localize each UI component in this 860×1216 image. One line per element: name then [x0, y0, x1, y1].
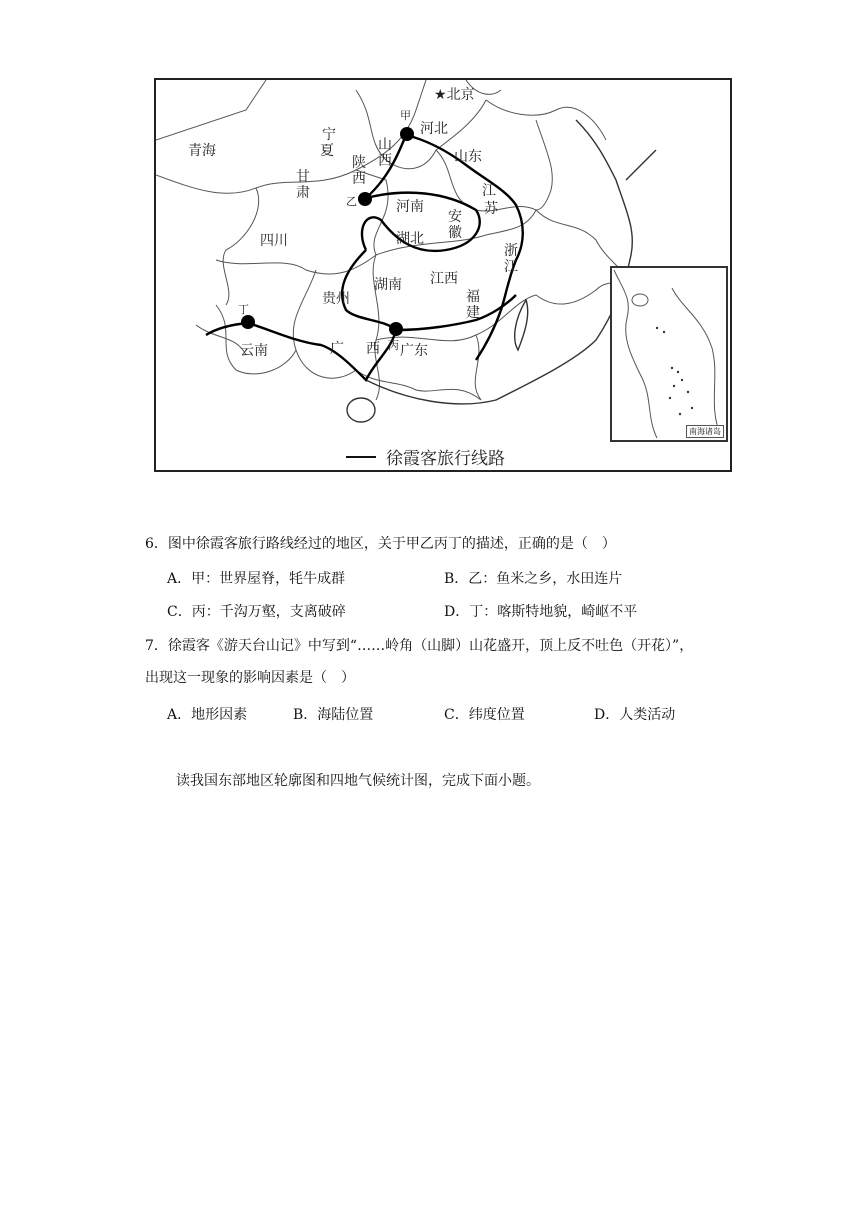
- province-label-an: 安: [448, 209, 462, 225]
- province-label-hebei: 河北: [420, 121, 448, 137]
- province-label-jiang2: 江: [504, 259, 518, 275]
- question-6-stem: 6．图中徐霞客旅行路线经过的地区，关于甲乙丙丁的描述，正确的是（ ）: [145, 536, 616, 552]
- province-label-jian: 建: [466, 305, 480, 321]
- question-6-option-b[interactable]: B．乙：鱼米之乡，水田连片: [444, 571, 623, 587]
- province-label-guizhou: 贵州: [322, 291, 350, 307]
- province-label-xi: 西: [352, 171, 366, 187]
- province-label-shan: 山: [378, 137, 392, 153]
- inset-label: 南海诸岛: [686, 425, 724, 438]
- province-label-henan: 河南: [396, 199, 424, 215]
- province-label-fu: 福: [466, 289, 480, 305]
- province-label-xi3: 西: [366, 341, 380, 357]
- question-7-stem-line1: 7．徐霞客《游天台山记》中写到“……岭角（山脚）山花盛开，顶上反不吐色（开花）”，: [145, 638, 694, 654]
- province-label-yunnan: 云南: [240, 343, 268, 359]
- legend-label: 徐霞客旅行线路: [386, 449, 505, 469]
- province-label-su: 肃: [296, 185, 310, 201]
- province-label-sichuan: 四川: [260, 233, 288, 249]
- point-label-ding: 丁: [238, 303, 249, 316]
- province-label-shandong: 山东: [454, 149, 482, 165]
- question-7-option-a[interactable]: A．地形因素: [167, 707, 248, 723]
- province-label-su2: 苏: [484, 201, 498, 217]
- province-label-xi2: 西: [378, 153, 392, 169]
- star-icon: ★: [434, 87, 447, 103]
- point-label-jia: 甲: [400, 109, 411, 122]
- province-label-jiang: 江: [482, 183, 496, 199]
- route-map: [154, 78, 732, 472]
- province-label-zhe: 浙: [504, 243, 518, 259]
- capital-label: 北京: [446, 87, 475, 103]
- province-label-shaan: 陕: [352, 155, 366, 171]
- province-label-hunan: 湖南: [374, 277, 402, 293]
- province-label-jiangxi: 江西: [430, 271, 458, 287]
- province-label-xia: 夏: [320, 143, 334, 159]
- question-7-option-d[interactable]: D．人类活动: [594, 707, 676, 723]
- inset-outline: [612, 268, 726, 440]
- question-6-option-d[interactable]: D．丁：喀斯特地貌，崎岖不平: [444, 604, 638, 620]
- route-line-icon: [346, 456, 376, 458]
- point-label-yi: 乙: [346, 195, 357, 208]
- province-label-hubei: 湖北: [396, 231, 424, 247]
- point-label-bing: 丙: [388, 339, 399, 352]
- province-label-gan: 甘: [296, 169, 310, 185]
- province-label-guangdong: 广东: [400, 343, 428, 359]
- province-label-guang: 广: [330, 341, 344, 357]
- question-7-option-b[interactable]: B．海陆位置: [293, 707, 374, 723]
- province-label-qinghai: 青海: [188, 143, 216, 159]
- capital-marker: [434, 88, 475, 103]
- province-label-hui: 徽: [448, 225, 462, 241]
- reading-instruction: 读我国东部地区轮廓图和四地气候统计图，完成下面小题。: [176, 773, 540, 789]
- question-6-option-a[interactable]: A．甲：世界屋脊，牦牛成群: [167, 571, 346, 587]
- question-6-option-c[interactable]: C．丙：千沟万壑，支离破碎: [167, 604, 346, 620]
- question-7-stem-line2: 出现这一现象的影响因素是（ ）: [145, 670, 355, 686]
- question-7-option-c[interactable]: C．纬度位置: [444, 707, 525, 723]
- map-legend: [346, 444, 505, 469]
- province-label-ning: 宁: [322, 127, 336, 143]
- south-china-sea-inset: [610, 266, 728, 442]
